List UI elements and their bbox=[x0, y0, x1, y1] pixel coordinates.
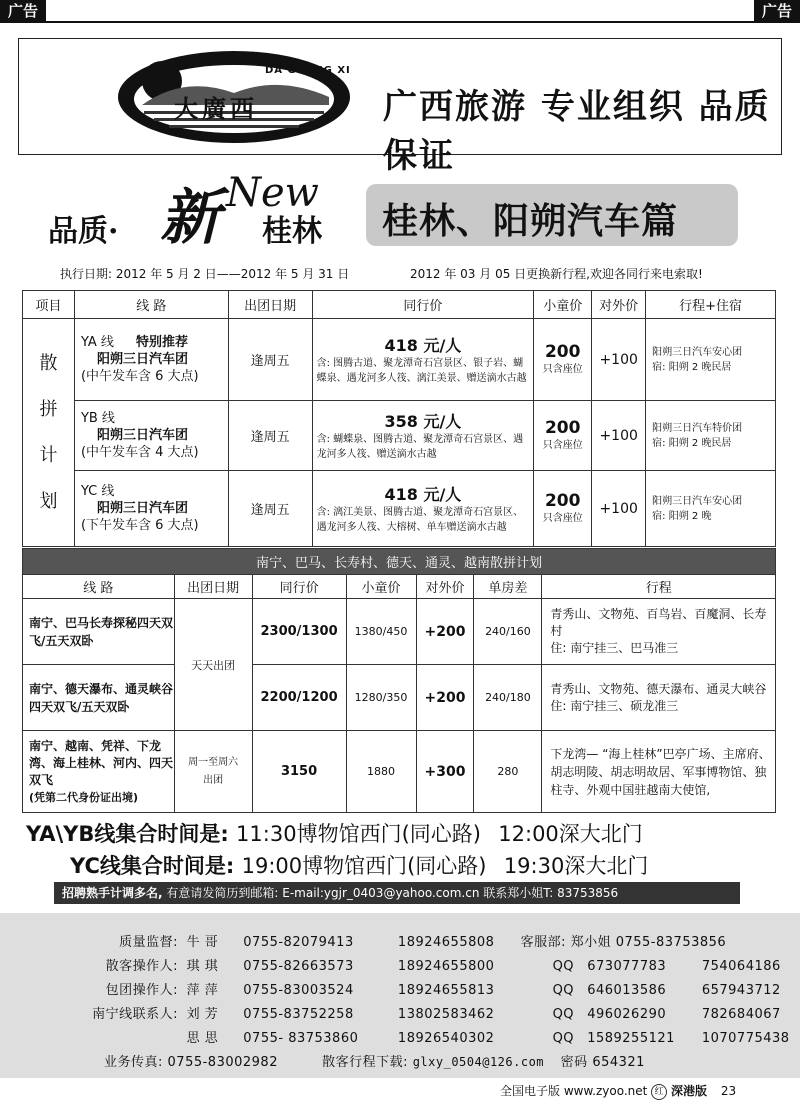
download-label: 散客行程下载: bbox=[322, 1055, 409, 1070]
heading-quality: 品质· bbox=[48, 214, 119, 249]
t2-header-route: 线 路 bbox=[23, 575, 175, 599]
price-cell: 2200/1200 bbox=[252, 665, 346, 731]
t2-header-child: 小童价 bbox=[346, 575, 416, 599]
meetup-ya-yb bbox=[26, 818, 643, 848]
contact-row bbox=[84, 1027, 790, 1046]
meetup-ya-yb-time2: 12:00深大北门 bbox=[498, 822, 643, 846]
trip-name: 阳朔三日汽车安心团 bbox=[652, 495, 743, 507]
fax-label: 业务传真: bbox=[104, 1055, 163, 1070]
outside-cell: +100 bbox=[592, 319, 646, 401]
t2-header-outside: 对外价 bbox=[416, 575, 474, 599]
t1-header-outside: 对外价 bbox=[592, 291, 646, 319]
child-cell: 1280/350 bbox=[346, 665, 416, 731]
contact-mobile: 18924655813 bbox=[397, 983, 495, 998]
route-code: YA 线 bbox=[80, 335, 114, 350]
single-cell: 240/160 bbox=[474, 599, 542, 665]
contact-qq2: 657943712 bbox=[701, 983, 781, 998]
outside-cell: +100 bbox=[592, 401, 646, 471]
price-cell: 2300/1300 bbox=[252, 599, 346, 665]
t1-header-price: 同行价 bbox=[312, 291, 534, 319]
date-cell: 逢周五 bbox=[228, 401, 312, 471]
outside-cell: +100 bbox=[592, 471, 646, 547]
table2-banner: 南宁、巴马、长寿村、德天、通灵、越南散拼计划 bbox=[23, 549, 776, 575]
meetup-ya-yb-time1: 11:30博物馆西门(同心路) bbox=[236, 822, 481, 846]
contact-name: 思 思 bbox=[186, 1031, 219, 1046]
price-cell bbox=[312, 401, 534, 471]
contact-qq-label: QQ bbox=[552, 1031, 575, 1046]
title-box bbox=[366, 184, 738, 246]
contact-qq-label: QQ bbox=[552, 959, 575, 974]
edition-name: 深港版 bbox=[671, 1084, 708, 1098]
t1-header-child: 小童价 bbox=[534, 291, 592, 319]
shared-date-cell: 天天出团 bbox=[174, 599, 252, 731]
password-value: 654321 bbox=[592, 1055, 645, 1070]
category-cell bbox=[23, 319, 75, 547]
route-code: YC 线 bbox=[80, 484, 115, 499]
date-cell: 周一至周六出团 bbox=[174, 731, 252, 813]
recruit-bar bbox=[54, 882, 740, 904]
t1-header-date: 出团日期 bbox=[228, 291, 312, 319]
t2-header-single: 单房差 bbox=[474, 575, 542, 599]
t1-header-route: 线 路 bbox=[74, 291, 228, 319]
title-text: 桂林、阳朔汽车篇 bbox=[382, 201, 679, 242]
route-name: 阳朔三日汽车团 bbox=[96, 501, 188, 516]
recruit-highlight: 招聘熟手计调多名, bbox=[62, 886, 163, 900]
price-includes: 含: 蝴蝶泉、图腾古道、聚龙潭奇石宫景区、遇龙河多人筏、赠送滴水古越 bbox=[316, 434, 524, 460]
price-includes: 含: 漓江美景、图腾古道、聚龙潭奇石宫景区、遇龙河多人筏、大榕树、单车赠送滴水古越 bbox=[316, 507, 524, 533]
trip-cell bbox=[646, 319, 776, 401]
contact-name: 萍 萍 bbox=[186, 983, 219, 998]
contact-qq-label: QQ bbox=[552, 1007, 575, 1022]
route-cell bbox=[74, 401, 228, 471]
trip-cell bbox=[542, 599, 776, 665]
single-cell: 240/180 bbox=[474, 665, 542, 731]
trip-name: 阳朔三日汽车特价团 bbox=[652, 422, 743, 434]
category-char: 划 bbox=[39, 490, 58, 512]
date-cell: 逢周五 bbox=[228, 319, 312, 401]
slogan: 广西旅游 专业组织 品质保证 bbox=[383, 87, 771, 176]
logo-english: DA GUANG XI bbox=[265, 65, 351, 76]
trip-stay: 住: 南宁挂三、巴马准三 bbox=[550, 641, 679, 655]
price-cell bbox=[312, 471, 534, 547]
route-cell bbox=[74, 319, 228, 401]
contact-service-label: 客服部: bbox=[520, 935, 566, 950]
price-includes: 含: 图腾古道、聚龙潭奇石宫景区、银子岩、蝴蝶泉、遇龙河多人筏、漓江美景、赠送滴水古越 bbox=[316, 358, 527, 384]
price-cell bbox=[312, 319, 534, 401]
contact-qq-label: QQ bbox=[552, 983, 575, 998]
contact-qq1: 646013586 bbox=[587, 983, 667, 998]
page-number: 23 bbox=[720, 1084, 737, 1098]
nanning-tour-table bbox=[22, 548, 776, 813]
meetup-ya-yb-label: YA\YB线集合时间是: bbox=[26, 822, 229, 846]
route-tag: 特别推荐 bbox=[136, 335, 189, 350]
route-note: (中午发车含 4 大点) bbox=[80, 445, 199, 460]
contact-service: 郑小姐 0755-83753856 bbox=[570, 935, 727, 950]
download-email[interactable]: glxy_0504@126.com bbox=[412, 1055, 545, 1069]
contact-row bbox=[84, 931, 726, 950]
trip-cell bbox=[542, 665, 776, 731]
contact-qq1: 1589255121 bbox=[587, 1031, 675, 1046]
price-cell: 3150 bbox=[252, 731, 346, 813]
route-note: (凭第二代身份证出境) bbox=[29, 790, 139, 804]
outside-cell: +200 bbox=[416, 599, 474, 665]
table-row bbox=[23, 599, 776, 665]
route-text: 南宁、越南、凭祥、下龙湾、海上桂林、河内、四天双飞 bbox=[29, 738, 174, 787]
trip-stay: 宿: 阳朔 2 晚 bbox=[652, 510, 712, 522]
contact-role: 质量监督: bbox=[119, 935, 178, 950]
edition-badge-icon: 红 bbox=[651, 1084, 667, 1100]
child-cell bbox=[534, 401, 592, 471]
t2-header-trip: 行程 bbox=[542, 575, 776, 599]
trip-cell bbox=[646, 471, 776, 547]
contact-row bbox=[84, 979, 781, 998]
heading-new-latin: New bbox=[226, 170, 319, 216]
t1-header-trip: 行程+住宿 bbox=[646, 291, 776, 319]
outside-cell: +300 bbox=[416, 731, 474, 813]
route-name: 阳朔三日汽车团 bbox=[96, 428, 188, 443]
contact-phone: 0755- 83753860 bbox=[243, 1031, 359, 1046]
route-cell bbox=[74, 471, 228, 547]
child-price: 200 bbox=[544, 418, 581, 438]
t2-header-date: 出团日期 bbox=[174, 575, 252, 599]
route-code: YB 线 bbox=[80, 411, 115, 426]
outside-cell: +200 bbox=[416, 665, 474, 731]
guilin-tour-table bbox=[22, 290, 776, 547]
contact-qq1: 673077783 bbox=[587, 959, 667, 974]
route-note: (中午发车含 6 大点) bbox=[80, 369, 199, 384]
contact-phone: 0755-82663573 bbox=[243, 959, 354, 974]
child-cell: 1880 bbox=[346, 731, 416, 813]
edition-footer bbox=[500, 1082, 736, 1100]
t2-header-price: 同行价 bbox=[252, 575, 346, 599]
meetup-yc bbox=[70, 850, 648, 880]
price-value: 358 元/人 bbox=[384, 412, 462, 431]
meetup-yc-label: YC线集合时间是: bbox=[70, 854, 235, 878]
trip-spots: 青秀山、文物苑、百鸟岩、百魔洞、长寿村 bbox=[550, 607, 767, 638]
contact-name: 牛 哥 bbox=[186, 935, 219, 950]
table-row bbox=[23, 665, 776, 731]
route-name: 阳朔三日汽车团 bbox=[96, 352, 188, 367]
contact-role: 包团操作人: bbox=[105, 983, 178, 998]
logo-chinese: 大廣西 bbox=[174, 94, 258, 123]
contact-qq2: 754064186 bbox=[701, 959, 781, 974]
trip-spots: 青秀山、文物苑、德天瀑布、通灵大峡谷 bbox=[550, 681, 767, 696]
schedule-update: 2012 年 03 月 05 日更换新行程,欢迎各同行来电索取! bbox=[410, 267, 703, 281]
heading-guilin: 桂林 bbox=[262, 214, 322, 249]
trip-name: 阳朔三日汽车安心团 bbox=[652, 346, 743, 358]
meetup-yc-time1: 19:00博物馆西门(同心路) bbox=[241, 854, 487, 878]
table2-banner-row bbox=[23, 549, 776, 575]
contact-qq1: 496026290 bbox=[587, 1007, 667, 1022]
contact-row bbox=[84, 955, 781, 974]
table1-header-row bbox=[23, 291, 776, 319]
category-char: 计 bbox=[39, 444, 58, 466]
fax-row bbox=[104, 1051, 645, 1070]
contact-role: 南宁线联系人: bbox=[92, 1007, 178, 1022]
child-cell bbox=[534, 471, 592, 547]
date-cell: 逢周五 bbox=[228, 471, 312, 547]
contact-qq2: 1070775438 bbox=[701, 1031, 790, 1046]
password-label: 密码 bbox=[560, 1055, 588, 1070]
trip-stay: 宿: 阳朔 2 晚民居 bbox=[652, 361, 732, 373]
ad-label-right: 广告 bbox=[754, 0, 800, 22]
ad-label-left: 广告 bbox=[0, 0, 46, 22]
table-row bbox=[23, 401, 776, 471]
child-note: 只含座位 bbox=[542, 513, 583, 524]
top-rule bbox=[0, 21, 800, 23]
contact-mobile: 18926540302 bbox=[397, 1031, 495, 1046]
heading-script-new: 新 bbox=[160, 183, 220, 253]
route-cell: 南宁、德天瀑布、通灵峡谷四天双飞/五天双卧 bbox=[23, 665, 175, 731]
contact-qq2: 782684067 bbox=[701, 1007, 781, 1022]
recruit-text: 有意请发简历到邮箱: E-mail:ygjr_0403@yahoo.com.cn 联系郑小姐T: 83753856 bbox=[166, 886, 619, 900]
meetup-yc-time2: 19:30深大北门 bbox=[503, 854, 649, 878]
contact-name: 刘 芳 bbox=[186, 1007, 219, 1022]
table-row bbox=[23, 731, 776, 813]
category-char: 拼 bbox=[39, 398, 58, 420]
child-note: 只含座位 bbox=[542, 440, 583, 451]
trip-cell: 下龙湾— “海上桂林”巴亭广场、主席府、胡志明陵、胡志明故居、军事博物馆、独柱寺、外观中国驻越南大使馆, bbox=[542, 731, 776, 813]
price-value: 418 元/人 bbox=[384, 485, 462, 504]
schedule-dates: 执行日期: 2012 年 5 月 2 日——2012 年 5 月 31 日 bbox=[60, 267, 350, 281]
contact-role: 散客操作人: bbox=[105, 959, 178, 974]
route-cell: 南宁、巴马长寿探秘四天双飞/五天双卧 bbox=[23, 599, 175, 665]
contact-mobile: 18924655808 bbox=[397, 935, 495, 950]
single-cell: 280 bbox=[474, 731, 542, 813]
trip-stay: 宿: 阳朔 2 晚民居 bbox=[652, 437, 732, 449]
trip-stay: 住: 南宁挂三、硕龙准三 bbox=[550, 698, 679, 713]
contact-name: 琪 琪 bbox=[186, 959, 219, 974]
table-row bbox=[23, 319, 776, 401]
table-row bbox=[23, 471, 776, 547]
contact-phone: 0755-82079413 bbox=[243, 935, 354, 950]
trip-cell bbox=[646, 401, 776, 471]
category-char: 散 bbox=[39, 352, 58, 374]
t1-header-item: 项目 bbox=[23, 291, 75, 319]
contact-mobile: 18924655800 bbox=[397, 959, 495, 974]
child-cell: 1380/450 bbox=[346, 599, 416, 665]
table2-header-row bbox=[23, 575, 776, 599]
child-price: 200 bbox=[544, 342, 581, 362]
route-note: (下午发车含 6 大点) bbox=[80, 518, 199, 533]
contact-phone: 0755-83752258 bbox=[243, 1007, 354, 1022]
route-cell bbox=[23, 731, 175, 813]
logo-banner bbox=[18, 38, 782, 176]
contact-mobile: 13802583462 bbox=[397, 1007, 495, 1022]
price-value: 418 元/人 bbox=[384, 336, 462, 355]
child-note: 只含座位 bbox=[542, 364, 583, 375]
child-cell bbox=[534, 319, 592, 401]
contact-row bbox=[66, 1003, 781, 1022]
edition-site: 全国电子版 www.zyoo.net bbox=[500, 1084, 648, 1098]
contact-phone: 0755-83003524 bbox=[243, 983, 354, 998]
child-price: 200 bbox=[544, 491, 581, 511]
fax-value: 0755-83002982 bbox=[167, 1055, 278, 1070]
